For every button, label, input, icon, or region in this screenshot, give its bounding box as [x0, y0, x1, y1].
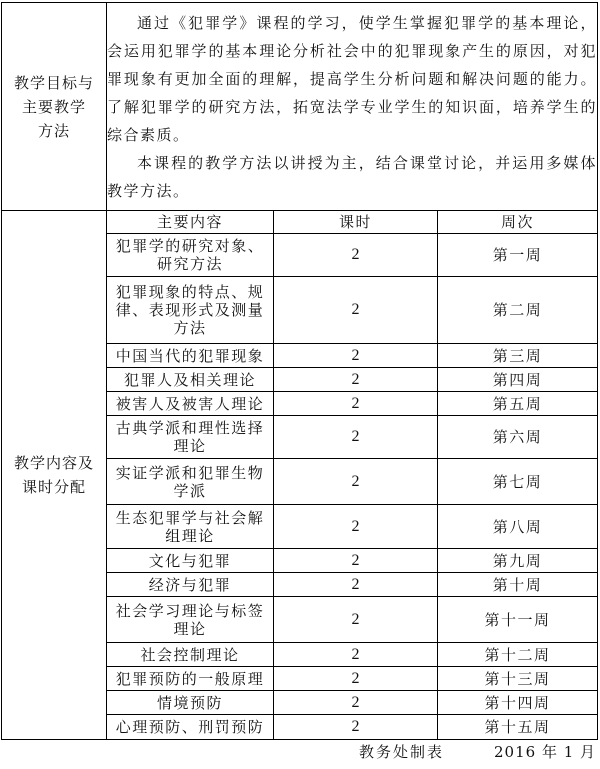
row-content: 情境预防	[107, 691, 274, 715]
objectives-section	[2, 3, 598, 211]
row-hours: 2	[274, 643, 438, 667]
row-content: 犯罪现象的特点、规律、表现形式及测量方法	[107, 277, 274, 344]
row-week: 第十五周	[438, 715, 598, 739]
objectives-text	[107, 3, 598, 211]
methods-paragraph: 本课程的教学方法以讲授为主，结合课堂讨论，并运用多媒体教学方法。	[107, 153, 597, 200]
row-hours: 2	[274, 505, 438, 549]
row-week: 第四周	[438, 368, 598, 392]
row-week: 第九周	[438, 549, 598, 573]
objectives-label	[2, 3, 107, 211]
table-row	[107, 549, 597, 573]
objectives-paragraph: 通过《犯罪学》课程的学习，使学生掌握犯罪学的基本理论，会运用犯罪学的基本理论分析社会中的犯罪现象产生的原因，对犯罪现象有更加全面的理解，提高学生分析问题和解决问题的能力。了解犯罪学的研究方法，拓宽法学专业学生的知识面，培养学生的综合素质。	[107, 13, 597, 144]
row-content: 犯罪学的研究对象、研究方法	[107, 234, 274, 277]
header-content: 主要内容	[107, 211, 274, 234]
course-syllabus-table	[1, 2, 598, 740]
schedule-header-row	[107, 211, 597, 234]
table-row	[107, 392, 597, 416]
row-week: 第十三周	[438, 667, 598, 691]
row-week: 第一周	[438, 234, 598, 277]
row-hours: 2	[274, 549, 438, 573]
row-content: 中国当代的犯罪现象	[107, 344, 274, 368]
table-row	[107, 344, 597, 368]
row-hours: 2	[274, 459, 438, 505]
row-content: 犯罪人及相关理论	[107, 368, 274, 392]
row-content: 社会控制理论	[107, 643, 274, 667]
row-content: 心理预防、刑罚预防	[107, 715, 274, 739]
row-content: 经济与犯罪	[107, 573, 274, 597]
table-row	[107, 505, 597, 549]
row-week: 第十四周	[438, 691, 598, 715]
row-hours: 2	[274, 392, 438, 416]
schedule-table	[107, 211, 597, 739]
row-content: 被害人及被害人理论	[107, 392, 274, 416]
row-hours: 2	[274, 573, 438, 597]
footer	[0, 741, 600, 763]
row-hours: 2	[274, 667, 438, 691]
objectives-label-line: 主要教学	[21, 97, 86, 116]
table-row	[107, 368, 597, 392]
row-content: 犯罪预防的一般原理	[107, 667, 274, 691]
issue-date: 2016 年 1 月	[494, 743, 597, 761]
row-week: 第十一周	[438, 597, 598, 643]
table-row	[107, 691, 597, 715]
schedule-section	[2, 211, 598, 740]
table-row	[107, 643, 597, 667]
header-week: 周次	[438, 211, 598, 234]
row-content: 实证学派和犯罪生物学派	[107, 459, 274, 505]
row-week: 第十周	[438, 573, 598, 597]
row-content: 社会学习理论与标签理论	[107, 597, 274, 643]
row-hours: 2	[274, 416, 438, 459]
row-week: 第七周	[438, 459, 598, 505]
objectives-label-line: 方法	[37, 121, 70, 140]
row-hours: 2	[274, 344, 438, 368]
table-row	[107, 277, 597, 344]
objectives-label-line: 教学目标与	[13, 73, 94, 92]
table-row	[107, 597, 597, 643]
row-week: 第六周	[438, 416, 598, 459]
row-hours: 2	[274, 277, 438, 344]
table-row	[107, 234, 597, 277]
table-row	[107, 459, 597, 505]
table-row	[107, 715, 597, 739]
schedule-label	[2, 211, 107, 740]
schedule-label-line: 课时分配	[21, 477, 86, 496]
row-content: 古典学派和理性选择理论	[107, 416, 274, 459]
issuer-text: 教务处制表	[359, 743, 445, 761]
schedule-container	[107, 211, 598, 740]
row-week: 第八周	[438, 505, 598, 549]
row-content: 文化与犯罪	[107, 549, 274, 573]
row-content: 生态犯罪学与社会解组理论	[107, 505, 274, 549]
row-week: 第十二周	[438, 643, 598, 667]
row-hours: 2	[274, 597, 438, 643]
row-hours: 2	[274, 234, 438, 277]
table-row	[107, 667, 597, 691]
row-hours: 2	[274, 691, 438, 715]
row-week: 第三周	[438, 344, 598, 368]
row-hours: 2	[274, 368, 438, 392]
row-week: 第二周	[438, 277, 598, 344]
row-hours: 2	[274, 715, 438, 739]
table-row	[107, 573, 597, 597]
table-row	[107, 416, 597, 459]
header-hours: 课时	[274, 211, 438, 234]
row-week: 第五周	[438, 392, 598, 416]
schedule-label-line: 教学内容及	[13, 453, 94, 472]
